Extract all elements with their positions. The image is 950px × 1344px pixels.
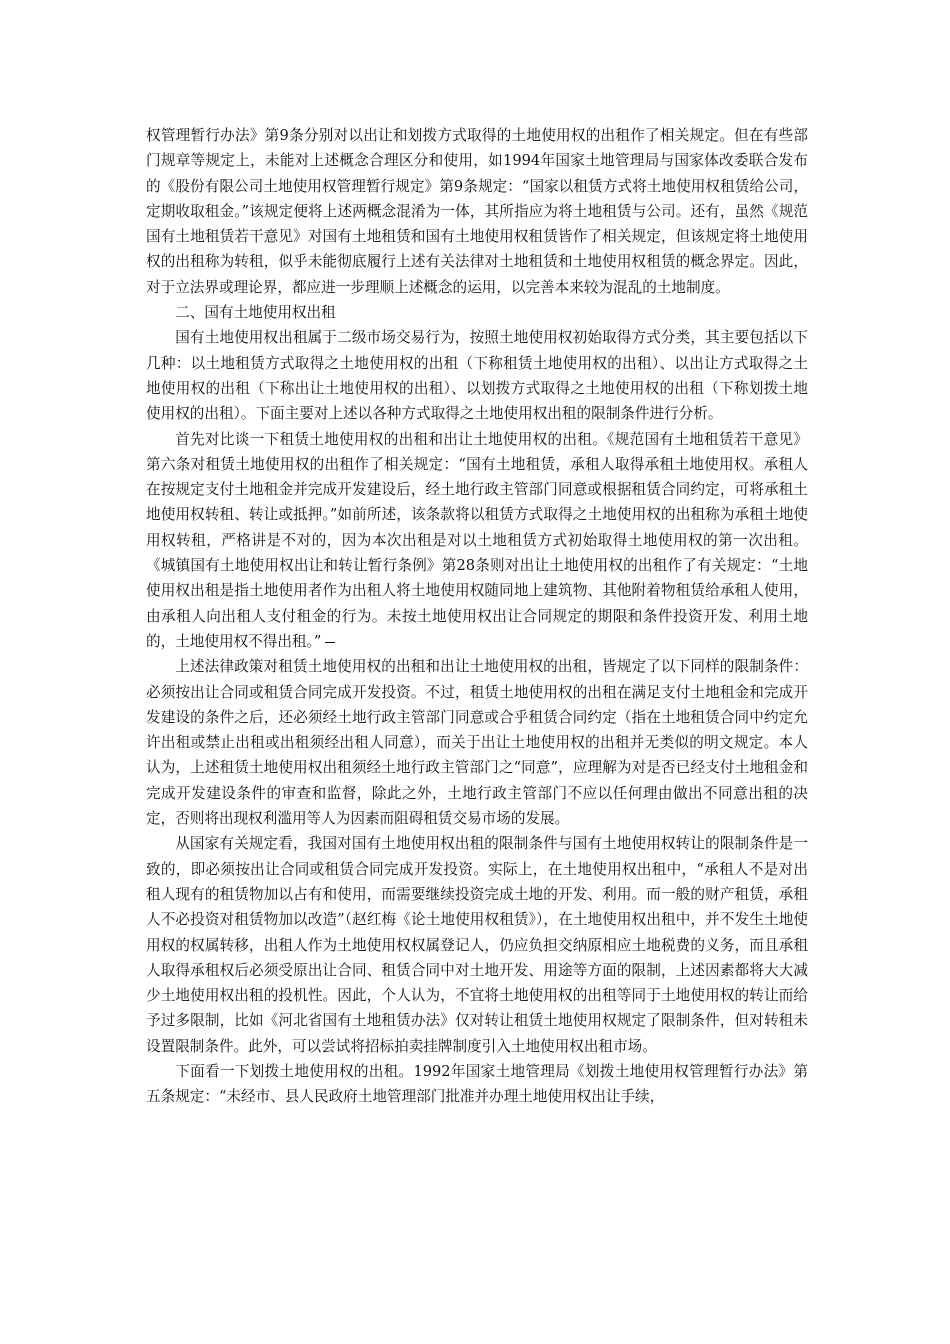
paragraph-allocated-land: 下面看一下划拨土地使用权的出租。1992年国家土地管理局《划拨土地使用权管理暂行办法》第五条规定：“未经市、县人民政府土地管理部门批准并办理土地使用权出让手续，: [146, 1062, 808, 1106]
paragraph-lease-vs-transfer-text: 首先对比谈一下租赁土地使用权的出租和出让土地使用权的出租。《规范国有土地租赁若干意见》第六条对租赁土地使用权的出租作了相关规定：“国有土地租赁，承租人取得承租土地使用权。承租人在按规定支付土地租金并完成开发建设后，经土地行政主管部门同意或根据租赁合同约定，可将承租土地使用权转租、转让或抵押。”如前所述，该条款将以租赁方式取得之土地使用权的出租称为承租土地使用权转租，严格讲是不对的，因为本次出租是对以土地租赁方式初始取得土地使用权的第一次出租。《城镇国有土地使用权出让和转让暂行条例》第28条则对出让土地使用权的出租作了有关规定：“土地使用权出租是指土地使用者作为出租人将土地使用权随同地上建筑物、其他附着物租赁给承租人使用，由承租人向出租人支付租金的行为。未按土地使用权出让合同规定的期限和条件投资开发、利用土地的，土地使用权不得出租。”: [146, 430, 808, 650]
footnote-mark: [325, 641, 335, 643]
document-page: [146, 123, 808, 1110]
paragraph-restriction-conditions: 上述法律政策对租赁土地使用权的出租和出让土地使用权的出租，皆规定了以下同样的限制条件：必须按出让合同或租赁合同完成开发投资。不过，租赁土地使用权的出租在满足支付土地租金和完成开发建设的条件之后，还必须经土地行政主管部门同意或合乎租赁合同约定（指在土地租赁合同中约定允许出租或禁止出租或出租须经出租人同意），而关于出让土地使用权的出租并无类似的明文规定。本人认为，上述租赁土地使用权出租须经土地行政主管部门之“同意”，应理解为对是否已经支付土地租金和完成开发建设条件的审查和监督，除此之外，土地行政主管部门不应以任何理由做出不同意出租的决定，否则将出现权利滥用等人为因素而阻碍租赁交易市场的发展。: [146, 658, 808, 828]
paragraph-continuation: 权管理暂行办法》第9条分别对以出让和划拨方式取得的土地使用权的出租作了相关规定。但在有些部门规章等规定上，未能对上述概念合理区分和使用，如1994年国家土地管理局与国家体改委联合发布的《股份有限公司土地使用权管理暂行规定》第9条规定：“国家以租赁方式将土地使用权租赁给公司，定期收取租金。”该规定便将上述两概念混淆为一体，其所指应为将土地租赁与公司。还有，虽然《规范国有土地租赁若干意见》对国有土地租赁和国有土地使用权租赁皆作了相关规定，但该规定将土地使用权的出租称为转租，似乎未能彻底履行上述有关法律对土地租赁和土地使用权租赁的概念界定。因此，对于立法界或理论界，都应进一步理顺上述概念的运用，以完善本来较为混乱的土地制度。: [146, 127, 808, 296]
paragraph-national-rules: 从国家有关规定看，我国对国有土地使用权出租的限制条件与国有土地使用权转让的限制条件是一致的，即必须按出让合同或租赁合同完成开发投资。实际上，在土地使用权出租中，“承租人不是对出租人现有的租赁物加以占有和使用，而需要继续投资完成土地的开发、利用。而一般的财产租赁，承租人不必投资对租赁物加以改造”（赵红梅《论土地使用权租赁》），在土地使用权出租中，并不发生土地使用权的权属转移，出租人作为土地使用权权属登记人，仍应负担交纳原相应土地税费的义务，而且承租人取得承租权后必须受原出让合同、租赁合同中对土地开发、用途等方面的限制，上述因素都将大大减少土地使用权出租的投机性。因此，个人认为，不宜将土地使用权的出租等同于土地使用权的转让而给予过多限制，比如《河北省国有土地租赁办法》仅对转让租赁土地使用权规定了限制条件，但对转租未设置限制条件。此外，可以尝试将招标拍卖挂牌制度引入土地使用权出租市场。: [146, 835, 808, 1055]
paragraph-rental-types: 国有土地使用权出租属于二级市场交易行为，按照土地使用权初始取得方式分类，其主要包括以下几种：以土地租赁方式取得之土地使用权的出租（下称租赁土地使用权的出租）、以出让方式取得之土地使用权的出租（下称出让土地使用权的出租）、以划拨方式取得之土地使用权的出租（下称划拨土地使用权的出租）。下面主要对上述以各种方式取得之土地使用权出租的限制条件进行分析。: [146, 329, 808, 423]
paragraph-lease-vs-transfer: [146, 427, 808, 655]
section-heading: 二、国有土地使用权出租: [175, 304, 336, 322]
